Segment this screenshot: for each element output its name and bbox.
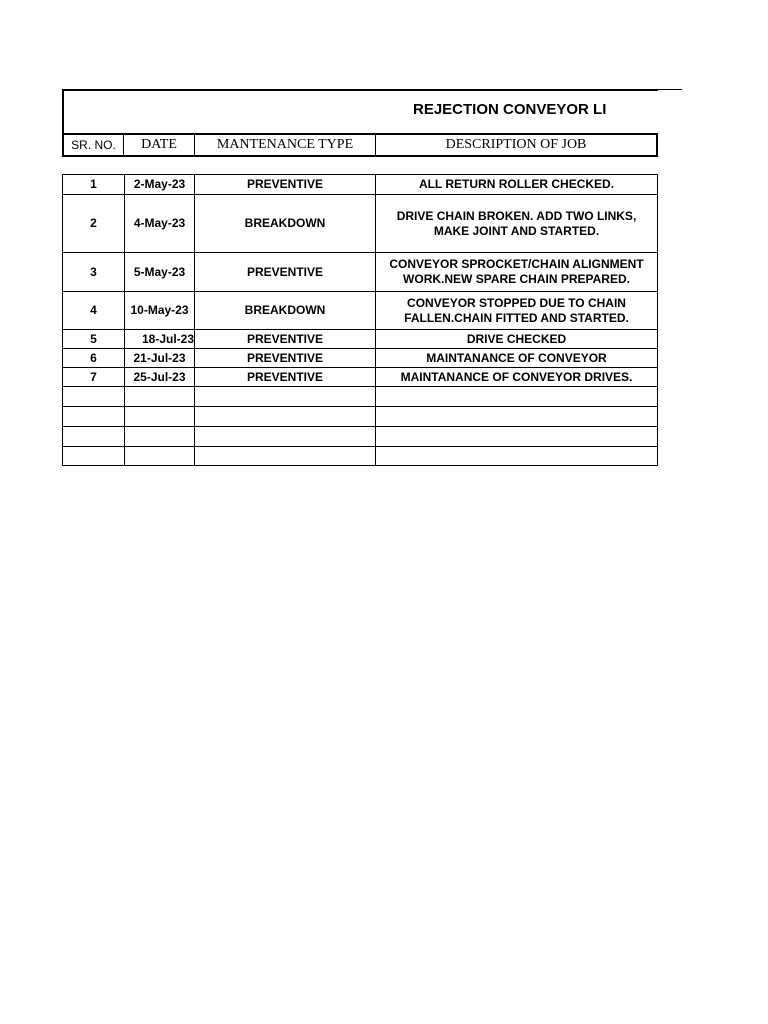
document-title: REJECTION CONVEYOR LI — [413, 101, 607, 118]
table-row — [63, 349, 658, 368]
empty-table-row — [63, 447, 658, 466]
cell-sr-no: 3 — [63, 253, 125, 292]
cell-maintenance-type: PREVENTIVE — [195, 175, 376, 195]
table-row — [63, 195, 658, 253]
cell-maintenance-type: BREAKDOWN — [195, 195, 376, 253]
maintenance-table — [62, 174, 658, 466]
cell-sr-no: 4 — [63, 292, 125, 330]
empty-cell — [376, 447, 658, 466]
empty-cell — [376, 407, 658, 427]
header-description: DESCRIPTION OF JOB — [445, 137, 587, 152]
empty-cell — [125, 407, 195, 427]
cell-date: 4-May-23 — [125, 195, 195, 253]
empty-table-row — [63, 427, 658, 447]
cell-maintenance-type: PREVENTIVE — [195, 330, 376, 349]
cell-maintenance-type: PREVENTIVE — [195, 349, 376, 368]
empty-cell — [63, 427, 125, 447]
cell-sr-no: 2 — [63, 195, 125, 253]
page-crop-edge — [658, 90, 768, 490]
header-row — [62, 133, 658, 157]
empty-cell — [63, 407, 125, 427]
header-maintenance-type: MANTENANCE TYPE — [195, 135, 376, 155]
empty-cell — [125, 447, 195, 466]
cell-description: MAINTANANCE OF CONVEYOR DRIVES. — [376, 368, 658, 387]
table-row — [63, 368, 658, 387]
cell-maintenance-type: PREVENTIVE — [195, 253, 376, 292]
cell-description: MAINTANANCE OF CONVEYOR — [376, 349, 658, 368]
cell-date: 21-Jul-23 — [125, 349, 195, 368]
cell-sr-no: 7 — [63, 368, 125, 387]
cell-description: DRIVE CHAIN BROKEN. ADD TWO LINKS, MAKE JOINT AND STARTED. — [376, 195, 658, 253]
cell-date: 18-Jul-23 — [125, 330, 195, 349]
empty-table-row — [63, 387, 658, 407]
empty-table-row — [63, 407, 658, 427]
empty-cell — [63, 387, 125, 407]
cell-date: 25-Jul-23 — [125, 368, 195, 387]
cell-maintenance-type: PREVENTIVE — [195, 368, 376, 387]
cell-sr-no: 6 — [63, 349, 125, 368]
cell-description: CONVEYOR STOPPED DUE TO CHAIN FALLEN.CHAIN FITTED AND STARTED. — [376, 292, 658, 330]
empty-cell — [63, 447, 125, 466]
table-row — [63, 175, 658, 195]
empty-cell — [125, 427, 195, 447]
empty-cell — [125, 387, 195, 407]
header-date: DATE — [124, 135, 195, 155]
table-row — [63, 292, 658, 330]
cell-date: 5-May-23 — [125, 253, 195, 292]
table-row — [63, 330, 658, 349]
cell-description: DRIVE CHECKED — [376, 330, 658, 349]
cell-date: 10-May-23 — [125, 292, 195, 330]
empty-cell — [376, 427, 658, 447]
empty-cell — [195, 427, 376, 447]
cell-maintenance-type: BREAKDOWN — [195, 292, 376, 330]
cell-sr-no: 5 — [63, 330, 125, 349]
empty-cell — [195, 407, 376, 427]
empty-cell — [195, 447, 376, 466]
empty-cell — [376, 387, 658, 407]
empty-cell — [195, 387, 376, 407]
cell-sr-no: 1 — [63, 175, 125, 195]
cell-description: ALL RETURN ROLLER CHECKED. — [376, 175, 658, 195]
header-sr-no: SR. NO. — [64, 135, 124, 155]
cell-date: 2-May-23 — [125, 175, 195, 195]
cell-description: CONVEYOR SPROCKET/CHAIN ALIGNMENT WORK.NEW SPARE CHAIN PREPARED. — [376, 253, 658, 292]
table-row — [63, 253, 658, 292]
